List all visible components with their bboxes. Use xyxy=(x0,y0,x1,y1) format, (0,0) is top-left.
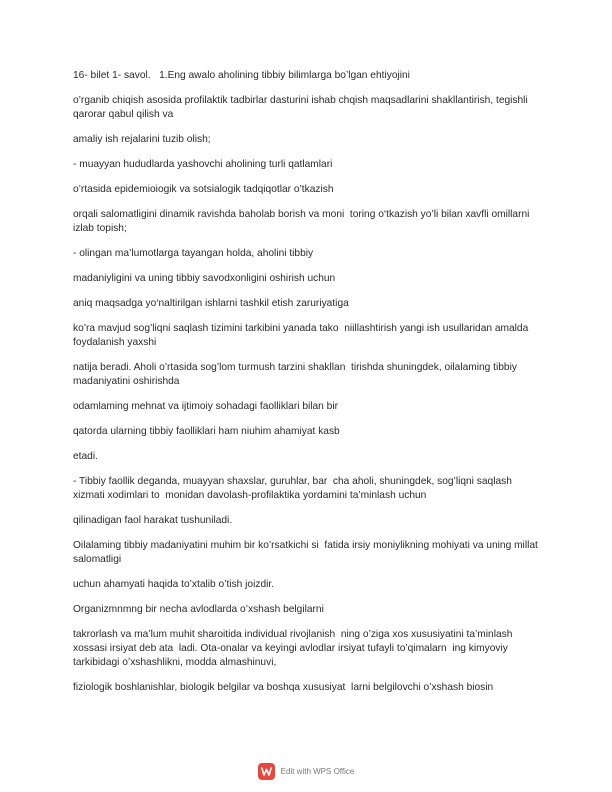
paragraph-5: o’rtasida epidemioiogik va sotsialogik tadqiqotlar o’tkazish xyxy=(73,184,334,195)
paragraph-12: odamlaming mehnat va ijtimoiy sohadagi faolliklari bilan bir xyxy=(73,401,339,412)
wps-office-footer[interactable] xyxy=(0,763,612,780)
paragraph-3: amaliy ish rejalarini tuzib olish; xyxy=(73,134,211,145)
paragraph-17: Oilalaming tibbiy madaniyatini muhim bir ko’rsatkichi si fatida irsiy moniylikning mohiyati va uning millat salomatligi xyxy=(73,540,541,565)
paragraph-10: ko’ra mavjud sog’liqni saqlash tizimini tarkibini yanada tako niillashtirish yangi ish usullaridan amalda foydalanish yaxshi xyxy=(73,323,532,348)
paragraph-11: natija beradi. Aholi o’rtasida sog’lom turmush tarzini shakllan tirishda shuningdek, oilalaming tibbiy madaniyatini oshirishda xyxy=(73,362,520,387)
paragraph-9: aniq maqsadga yo‘naltirilgan ishlarni tashkil etish zaruriyatiga xyxy=(73,298,349,309)
paragraph-6: orqali salomatligini dinamik ravishda baholab borish va moni toring o‘tkazish yo’li bilan xavfli omillarni izlab topish; xyxy=(73,209,533,234)
paragraph-8: madaniyligini va uning tibbiy savodxonligini oshirish uchun xyxy=(73,273,336,284)
paragraph-14: etadi. xyxy=(73,451,98,462)
paragraph-19: Organizmnmng bir necha avlodlarda o’xshash belgilarni xyxy=(73,604,324,615)
paragraph-21: fiziologik boshlanishlar, biologik belgilar va boshqa xususiyat larni belgilovchi o’xshash biosin xyxy=(73,682,494,693)
edit-with-wps-label[interactable]: Edit with WPS Office xyxy=(280,767,355,776)
paragraph-1: 16- bilet 1- savol. 1.Eng awalo aholining tibbiy bilimlarga bo’lgan ehtiyojini xyxy=(73,70,410,81)
paragraph-15: - Tibbiy faollik deganda, muayyan shaxslar, guruhlar, bar cha aholi, shuningdek, sog’liqni saqlash xizmati xodimlari to monidan davolash-profilaktika yordamini ta’minlash uchun xyxy=(73,476,515,501)
paragraph-18: uchun ahamyati haqida to’xtalib o’tish joizdir. xyxy=(73,579,275,590)
document-page xyxy=(73,69,543,706)
wps-w-glyph-icon xyxy=(261,767,272,776)
wps-office-logo-icon xyxy=(258,763,275,780)
paragraph-4: - muayyan hududlarda yashovchi aholining turli qatlamlari xyxy=(73,159,333,170)
paragraph-16: qilinadigan faol harakat tushuniladi. xyxy=(73,515,233,526)
paragraph-7: - olingan ma’lumotlarga tayangan holda, aholini tibbiy xyxy=(73,248,314,259)
paragraph-2: o’rganib chiqish asosida profilaktik tadbirlar dasturini ishab chqish maqsadlarini shakllantirish, tegishli qarorar qabul qilish va xyxy=(73,95,531,120)
paragraph-20: takrorlash va ma’lum muhit sharoitida individual rivojlanish ning o’ziga xos xususiyatini ta’minlash xossasi irsiyat deb ata ladi. Ota-onalar va keyingi avlodlar irsiyat tufayli to’qimalarn ing kimyoviy tarkibidagi o’xshashlikni, modda almashinuvi, xyxy=(73,629,516,668)
paragraph-13: qatorda ularning tibbiy faolliklari ham niuhim ahamiyat kasb xyxy=(73,426,340,437)
